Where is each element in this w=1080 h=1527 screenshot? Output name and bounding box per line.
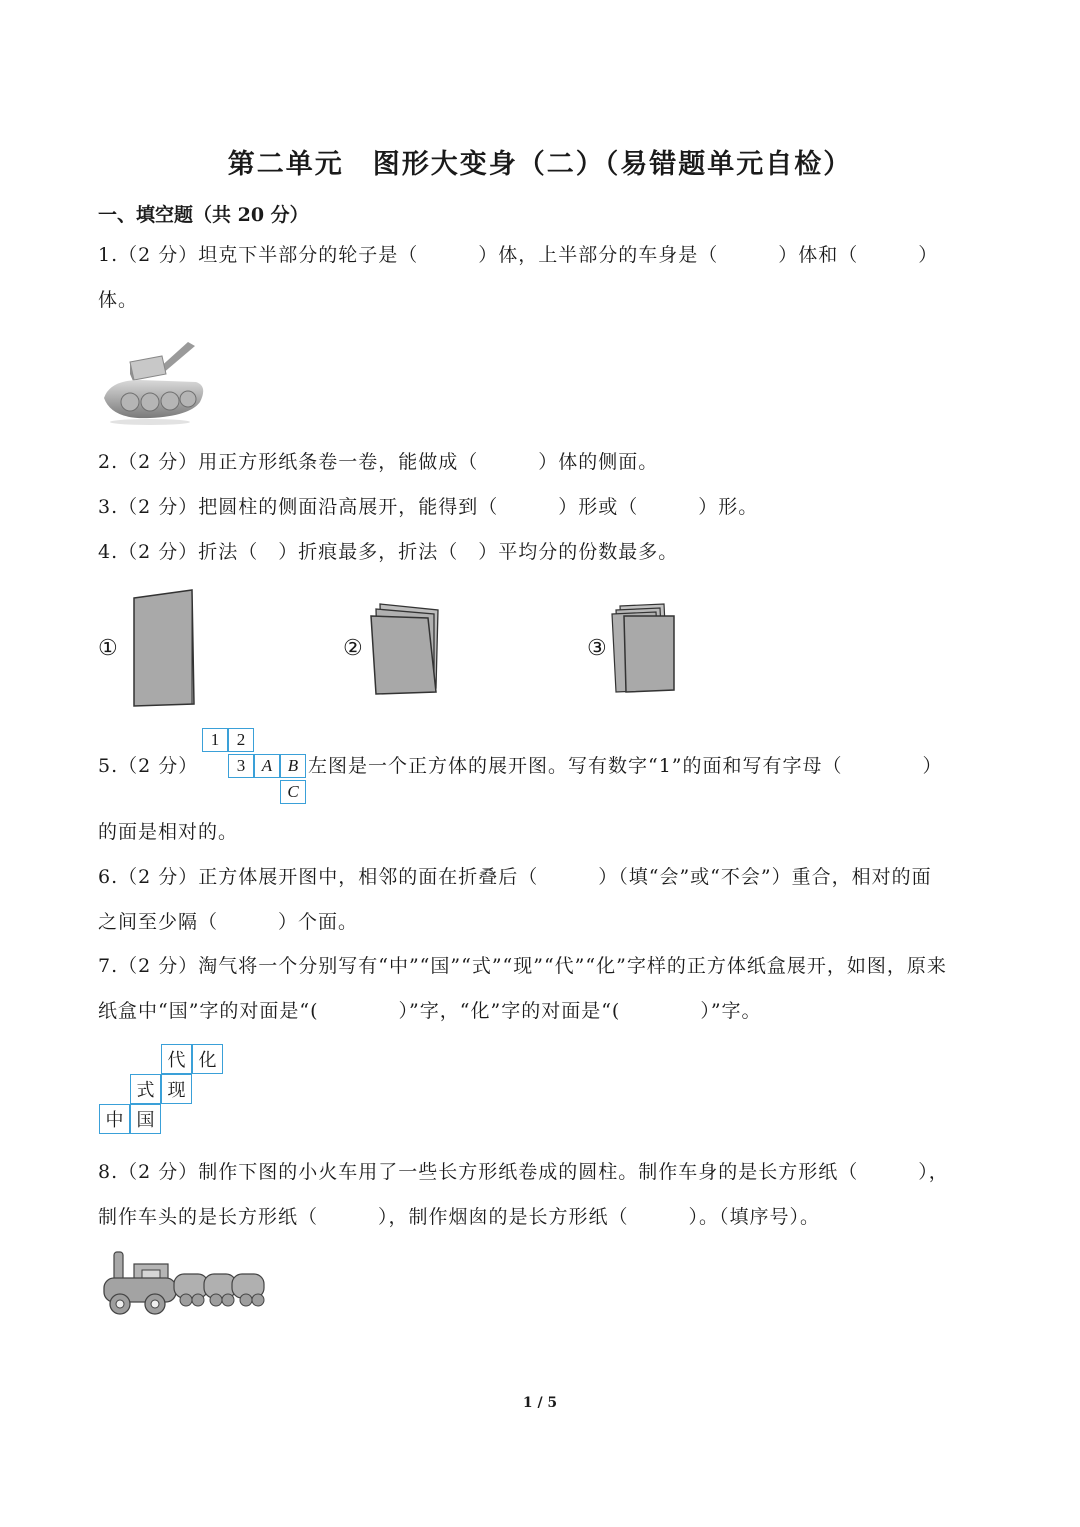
question-2: 2.（2 分）用正方形纸条卷一卷，能做成（ ）体的侧面。 [98, 451, 659, 473]
net-cell-2: 2 [228, 728, 254, 752]
question-5-line2: 的面是相对的。 [98, 821, 239, 843]
fold-label-1: ① [98, 636, 118, 661]
fold-figure-3 [608, 602, 678, 694]
net-cell-3: 3 [228, 754, 254, 778]
net-cell-1: 1 [202, 728, 228, 752]
net-cell-hua: 化 [192, 1044, 223, 1074]
question-1-line1: 1.（2 分）坦克下半部分的轮子是（ ）体，上半部分的车身是（ ）体和（ ） [98, 244, 939, 266]
fold-label-2: ② [343, 636, 363, 661]
question-3: 3.（2 分）把圆柱的侧面沿高展开，能得到（ ）形或（ ）形。 [98, 496, 759, 518]
question-4: 4.（2 分）折法（ ）折痕最多，折法（ ）平均分的份数最多。 [98, 541, 679, 563]
net-cell-zhong: 中 [99, 1104, 130, 1134]
question-6-line2: 之间至少隔（ ）个面。 [98, 911, 359, 933]
question-5-text: 左图是一个正方体的展开图。写有数字“1”的面和写有字母（ ） [308, 755, 943, 777]
cube-net-letters [202, 728, 312, 806]
question-7-line2: 纸盒中“国”字的对面是“( ）”字，“化”字的对面是“( ）”字。 [98, 1000, 762, 1022]
fold-figure-2 [368, 600, 442, 696]
question-8 [98, 1150, 984, 1240]
cube-net-characters [99, 1044, 224, 1139]
question-1-line2: 体。 [98, 289, 139, 311]
page-number: 1 / 5 [522, 1395, 558, 1411]
question-6-line1: 6.（2 分）正方体展开图中，相邻的面在折叠后（ ）（填“会”或“不会”）重合，相对的面 [98, 866, 932, 888]
net-cell-a: A [254, 754, 280, 778]
train-image [100, 1248, 270, 1318]
page-title: 第二单元 图形大变身（二）（易错题单元自检） [227, 149, 853, 180]
question-8-line2: 制作车头的是长方形纸（ ），制作烟囱的是长方形纸（ ）。（填序号）。 [98, 1206, 821, 1228]
question-7 [98, 944, 984, 1034]
question-5-prefix: 5.（2 分） [98, 755, 199, 777]
fold-label-3: ③ [587, 636, 607, 661]
tank-image [100, 340, 210, 425]
net-cell-c: C [280, 780, 306, 804]
fold-figure-1 [128, 588, 200, 710]
net-cell-shi: 式 [130, 1074, 161, 1104]
question-6 [98, 855, 984, 945]
section-heading: 一、填空题（共 20 分） [98, 204, 309, 226]
net-cell-dai: 代 [161, 1044, 192, 1074]
net-cell-xian: 现 [161, 1074, 192, 1104]
net-cell-b: B [280, 754, 306, 778]
question-8-line1: 8.（2 分）制作下图的小火车用了一些长方形纸卷成的圆柱。制作车身的是长方形纸（ ）， [98, 1161, 949, 1183]
net-cell-guo: 国 [130, 1104, 161, 1134]
question-1 [98, 233, 984, 323]
question-7-line1: 7.（2 分）淘气将一个分别写有“中”“国”“式”“现”“代”“化”字样的正方体纸盒展开，如图，原来 [98, 955, 947, 977]
